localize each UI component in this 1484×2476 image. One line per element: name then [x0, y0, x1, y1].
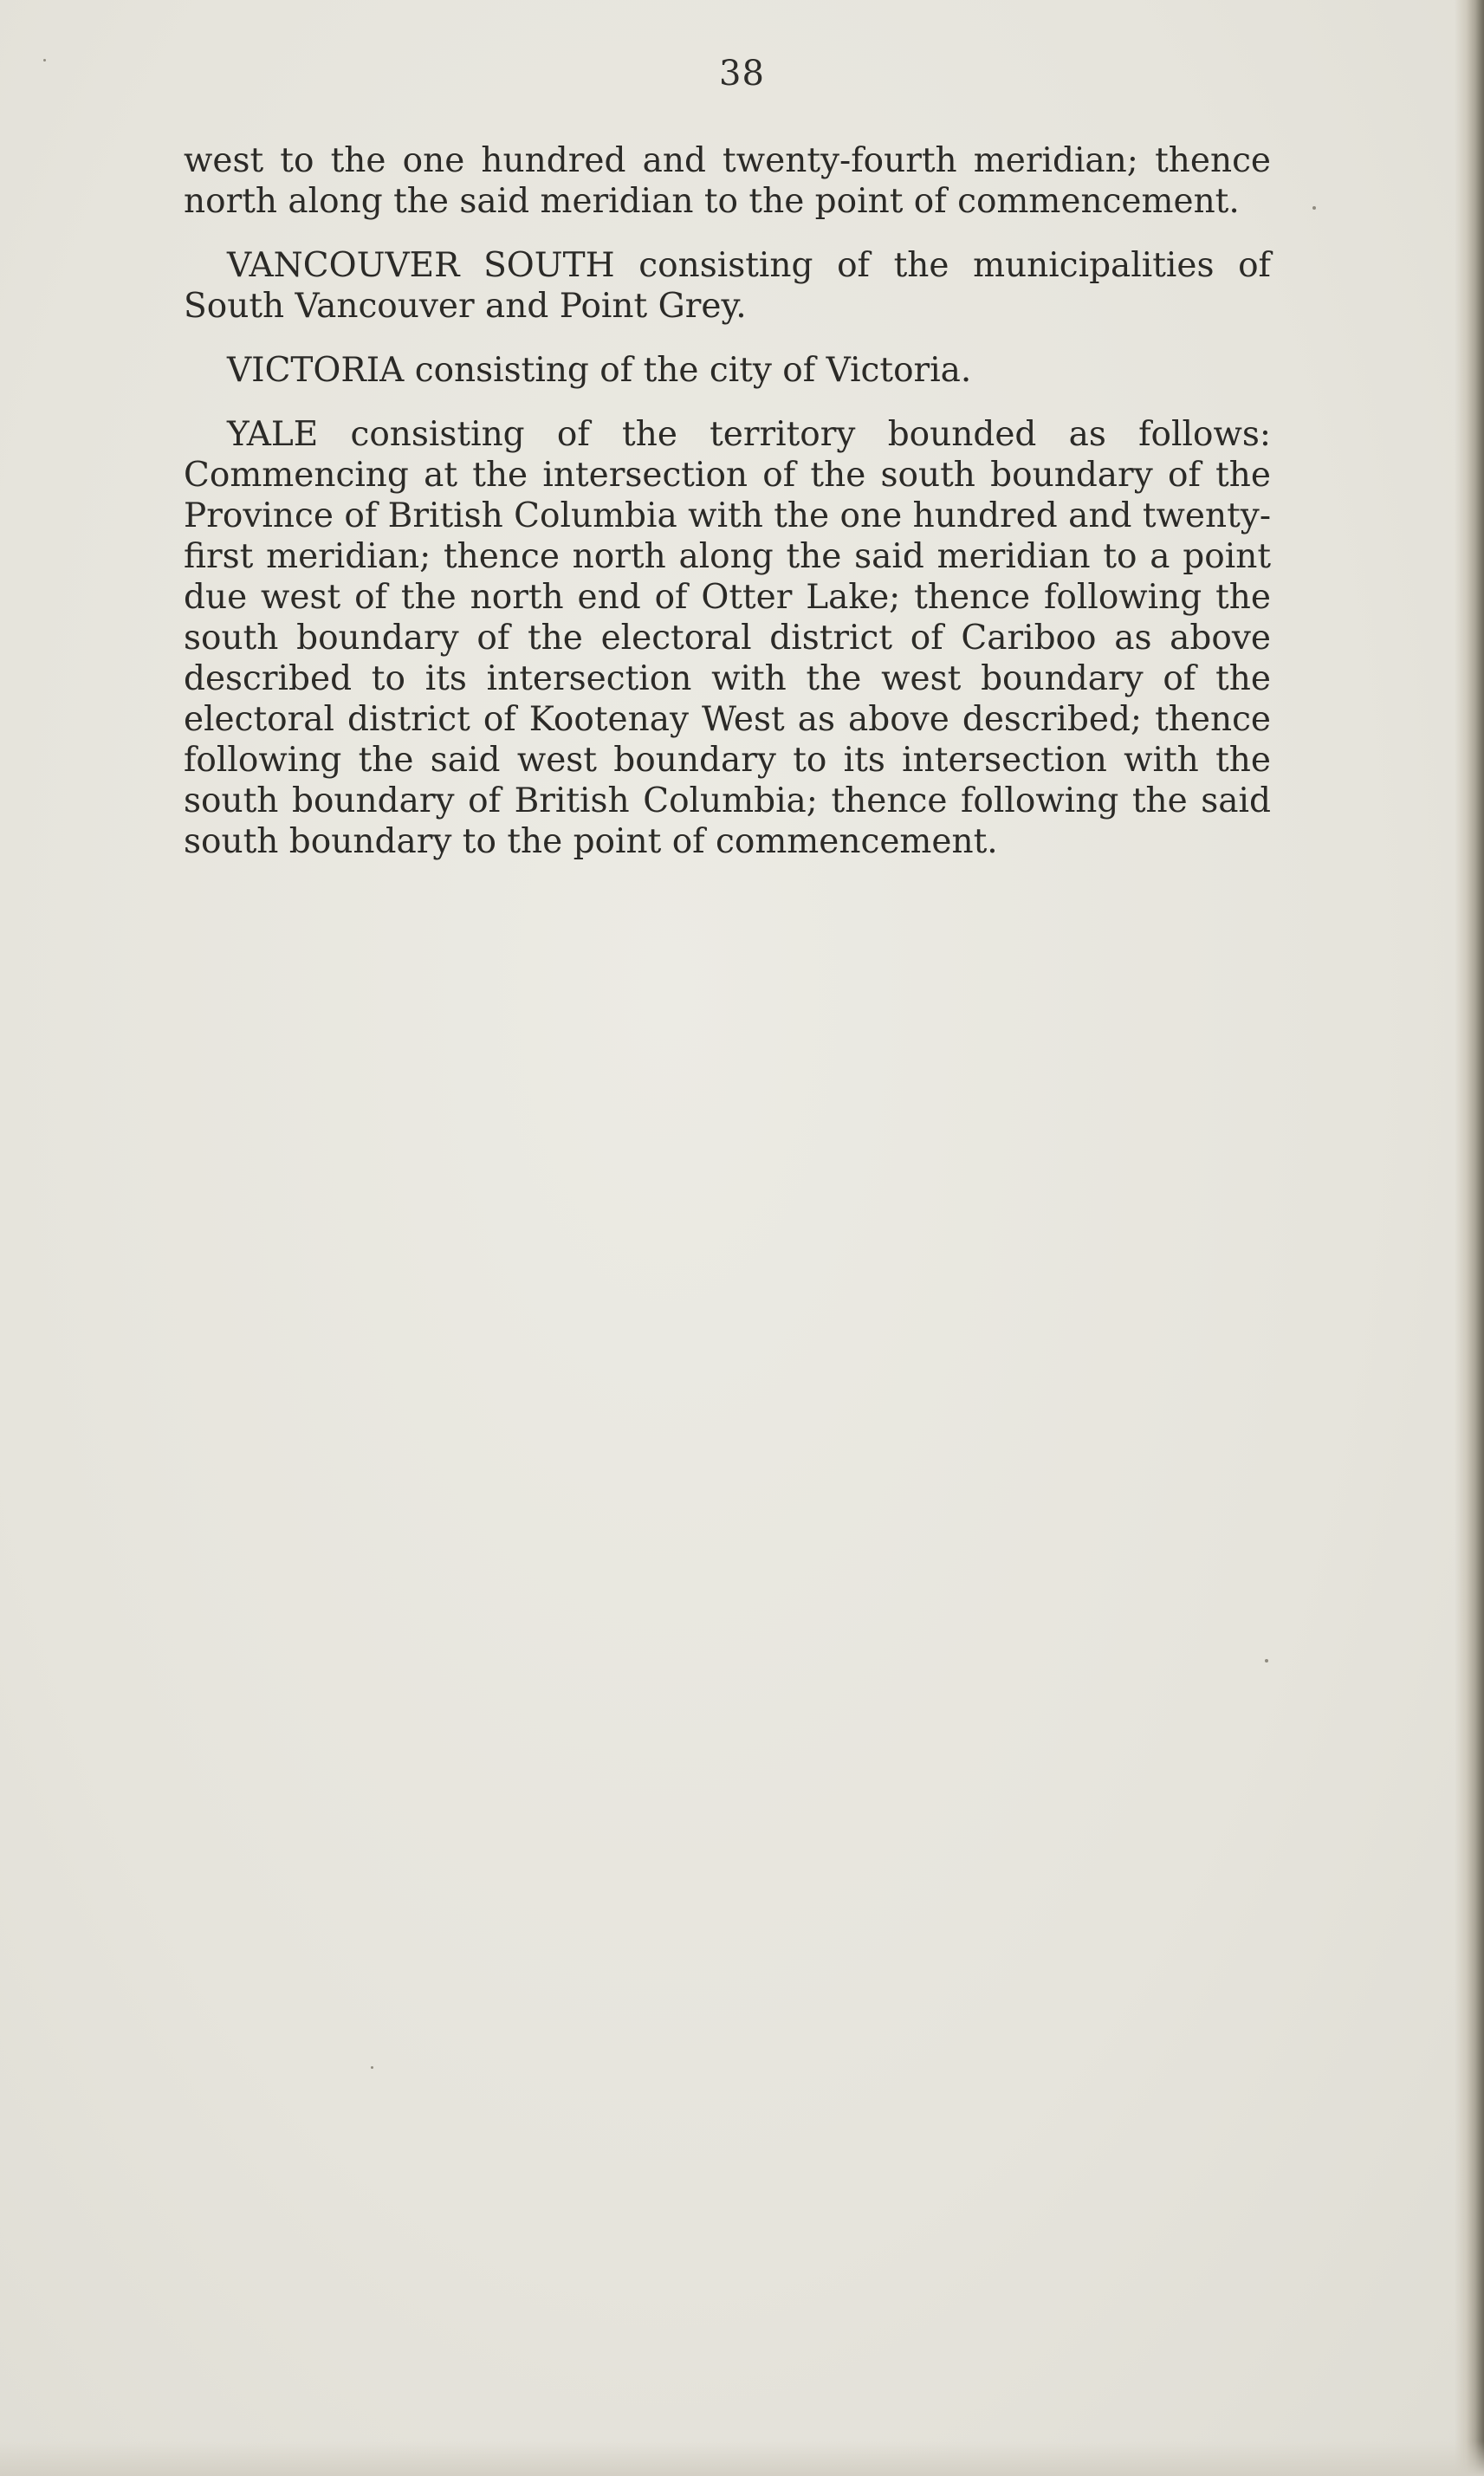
page-number: 38 [719, 54, 765, 94]
paragraph-victoria: VICTORIA consisting of the city of Victoria. [227, 351, 972, 390]
paragraph-yale: YALE consisting of the territory bounded as follows: Commencing at the intersection of the south boundary of the Province of British Columbia with the one hundred and twenty-first meridian; thence north along the said meridian to a point due west of the north end of Otter Lake; thence following the south boundary of the electoral district of Cariboo as above described to its intersection with the west boundary of the electoral district of Kootenay West as above described; thence following the said west boundary to its intersection with the south boundary of British Columbia; thence following the said south boundary to the point of commencement. [184, 415, 1271, 861]
paragraph-vancouver-south: VANCOUVER SOUTH consisting of the municipalities of South Vancouver and Point Grey. [184, 246, 1271, 326]
paper-speck [371, 2066, 373, 2069]
page-edge-shadow [1455, 0, 1484, 2476]
page-body [184, 140, 1271, 885]
paper-speck [1312, 206, 1316, 210]
paragraph-continuation: west to the one hundred and twenty-fourth meridian; thence north along the said meridian to the point of commencement. [184, 141, 1271, 221]
page-bottom-shadow [0, 2441, 1484, 2476]
paper-speck [1265, 1659, 1268, 1663]
